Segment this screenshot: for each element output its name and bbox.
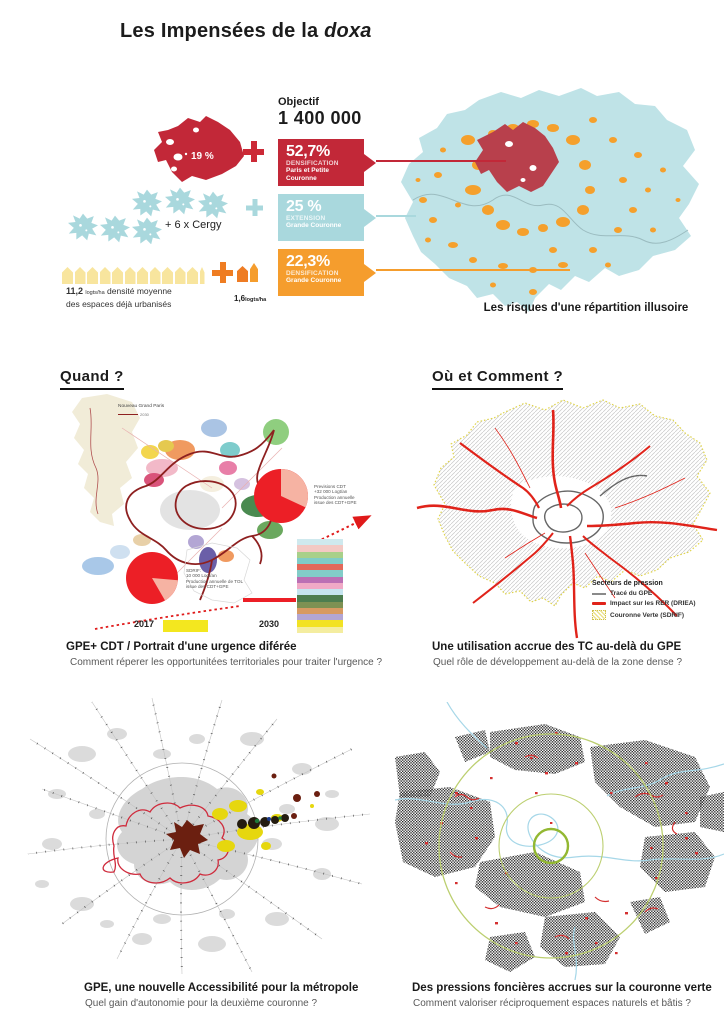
page-title-text: Les Impensées de la: [120, 20, 325, 42]
quand-subcaption: Comment réperer les opportunitées territoriales pour traiter l'urgence ?: [70, 657, 383, 668]
plus-icon-red: [243, 141, 264, 162]
top-map-caption: Les risques d'une répartition illusoire: [483, 302, 689, 314]
orange-house-icon: [237, 266, 248, 282]
inset-legend-title: Nouveau Grand Paris: [118, 404, 165, 409]
orange-house-icon: [250, 263, 258, 282]
stat-value: 25 %: [286, 198, 322, 215]
inset-legend-line: [118, 414, 138, 416]
page-title: [120, 20, 372, 43]
cergy-label: + 6 x Cergy: [165, 219, 222, 231]
yellow-timeline-bar: [163, 620, 208, 632]
house-icon: [75, 267, 86, 284]
stat-sub2: Couronne: [286, 175, 317, 182]
trend-solid-segment: [243, 598, 296, 602]
inset-legend: [118, 404, 164, 418]
pie-sdrif: [126, 552, 178, 604]
house-icon: [150, 267, 161, 284]
stat-sub: Grande Couronne: [286, 277, 342, 284]
heading-quand: Quand ?: [60, 368, 124, 390]
connector-orange: [376, 269, 570, 271]
couronne-verte-swatch: [592, 610, 606, 620]
house-icon: [187, 267, 198, 284]
paris-share-label: 19 %: [191, 151, 214, 162]
pie-previsions-cdt: [254, 469, 308, 523]
stat-label: DENSIFICATION: [286, 160, 339, 167]
quand-caption: GPE+ CDT / Portrait d'une urgence diférée: [66, 641, 297, 653]
density-right: [234, 294, 266, 303]
pressure-legend: [592, 580, 696, 620]
density-right-value: 1,6: [234, 294, 246, 303]
objectif-value: 1 400 000: [278, 108, 362, 128]
orange-houses: [237, 262, 258, 282]
legend-title: Secteurs de pression: [592, 580, 663, 587]
stat-box-densification-paris: [278, 139, 364, 186]
density-left-text: densité moyenne: [107, 286, 172, 296]
idf-map: [383, 80, 717, 322]
bottom-left-caption: GPE, une nouvelle Accessibilité pour la métropole: [84, 982, 359, 994]
forest-checker-patches: [395, 724, 724, 972]
house-icon-half: [200, 267, 205, 284]
inset-legend-year: 2030: [140, 412, 149, 417]
idf-region: [401, 88, 699, 312]
stacked-bar: [297, 539, 343, 633]
density-left-value: 11,2: [66, 286, 84, 296]
page-title-emph: doxa: [324, 20, 372, 42]
legend-row-rer: Impact sur les RER (DRIEA): [592, 600, 696, 607]
stat-sub: Paris et Petite: [286, 167, 329, 174]
bar-stripe: [297, 627, 343, 633]
house-icon: [62, 267, 73, 284]
legend-row-gpe: Tracé du GPE: [592, 590, 696, 597]
density-left-line2: des espaces déjà urbanisés: [66, 299, 172, 309]
heading-ou: Où et Comment ?: [432, 368, 563, 390]
density-right-unit: logts/ha: [245, 297, 267, 303]
year-start: 2017: [134, 619, 155, 629]
plus-icon-orange: [212, 262, 233, 283]
house-icon: [125, 267, 136, 284]
stat-box-extension-gc: [278, 194, 364, 241]
house-icon: [112, 267, 123, 284]
house-icon: [87, 267, 98, 284]
stat-box-densification-gc: [278, 249, 364, 296]
bottom-right-subcaption: Comment valoriser réciproquement espaces naturels et bâtis ?: [413, 998, 691, 1009]
connector-red: [376, 160, 506, 162]
gpe-line-swatch: [592, 593, 606, 595]
house-icon: [175, 267, 186, 284]
connector-blue: [376, 215, 416, 217]
bottom-left-subcaption: Quel gain d'autonomie pour la deuxième couronne ?: [85, 998, 318, 1009]
pie2-label: SDRIF: 10 000 Logt/an Production annuelle de TOL issue des CDT+GPE: [186, 568, 244, 590]
stat-sub: Grande Couronne: [286, 222, 342, 229]
stat-label: DENSIFICATION: [286, 270, 339, 277]
ou-caption: Une utilisation accrue des TC au-delà du GPE: [432, 641, 682, 653]
year-end: 2030: [259, 619, 280, 629]
plus-icon-blue: [246, 199, 263, 216]
density-left-unit: logts/ha: [85, 290, 105, 296]
objectif-label: Objectif: [278, 96, 319, 108]
cergy-splats: [58, 182, 240, 244]
rer-line-swatch: [592, 602, 606, 606]
stat-value: 52,7%: [286, 143, 330, 160]
legend-row-couronne: Couronne Verte (SDRIF): [592, 610, 696, 620]
ou-subcaption: Quel rôle de développement au-delà de la zone dense ?: [433, 657, 683, 668]
house-icon: [137, 267, 148, 284]
accessibility-map: [22, 694, 374, 978]
house-icon: [162, 267, 173, 284]
stat-label: EXTENSION: [286, 215, 326, 222]
bottom-right-caption: Des pressions foncières accrues sur la couronne verte: [412, 982, 712, 994]
houses-row: [62, 264, 205, 284]
house-icon: [100, 267, 111, 284]
density-left-line1: [66, 286, 172, 296]
pie1-label: Previsions CDT +32 000 Logt/an Production annuelle issue des CDT+GPE: [314, 484, 357, 506]
stat-value: 22,3%: [286, 253, 330, 270]
couronne-verte-map: [395, 702, 724, 980]
